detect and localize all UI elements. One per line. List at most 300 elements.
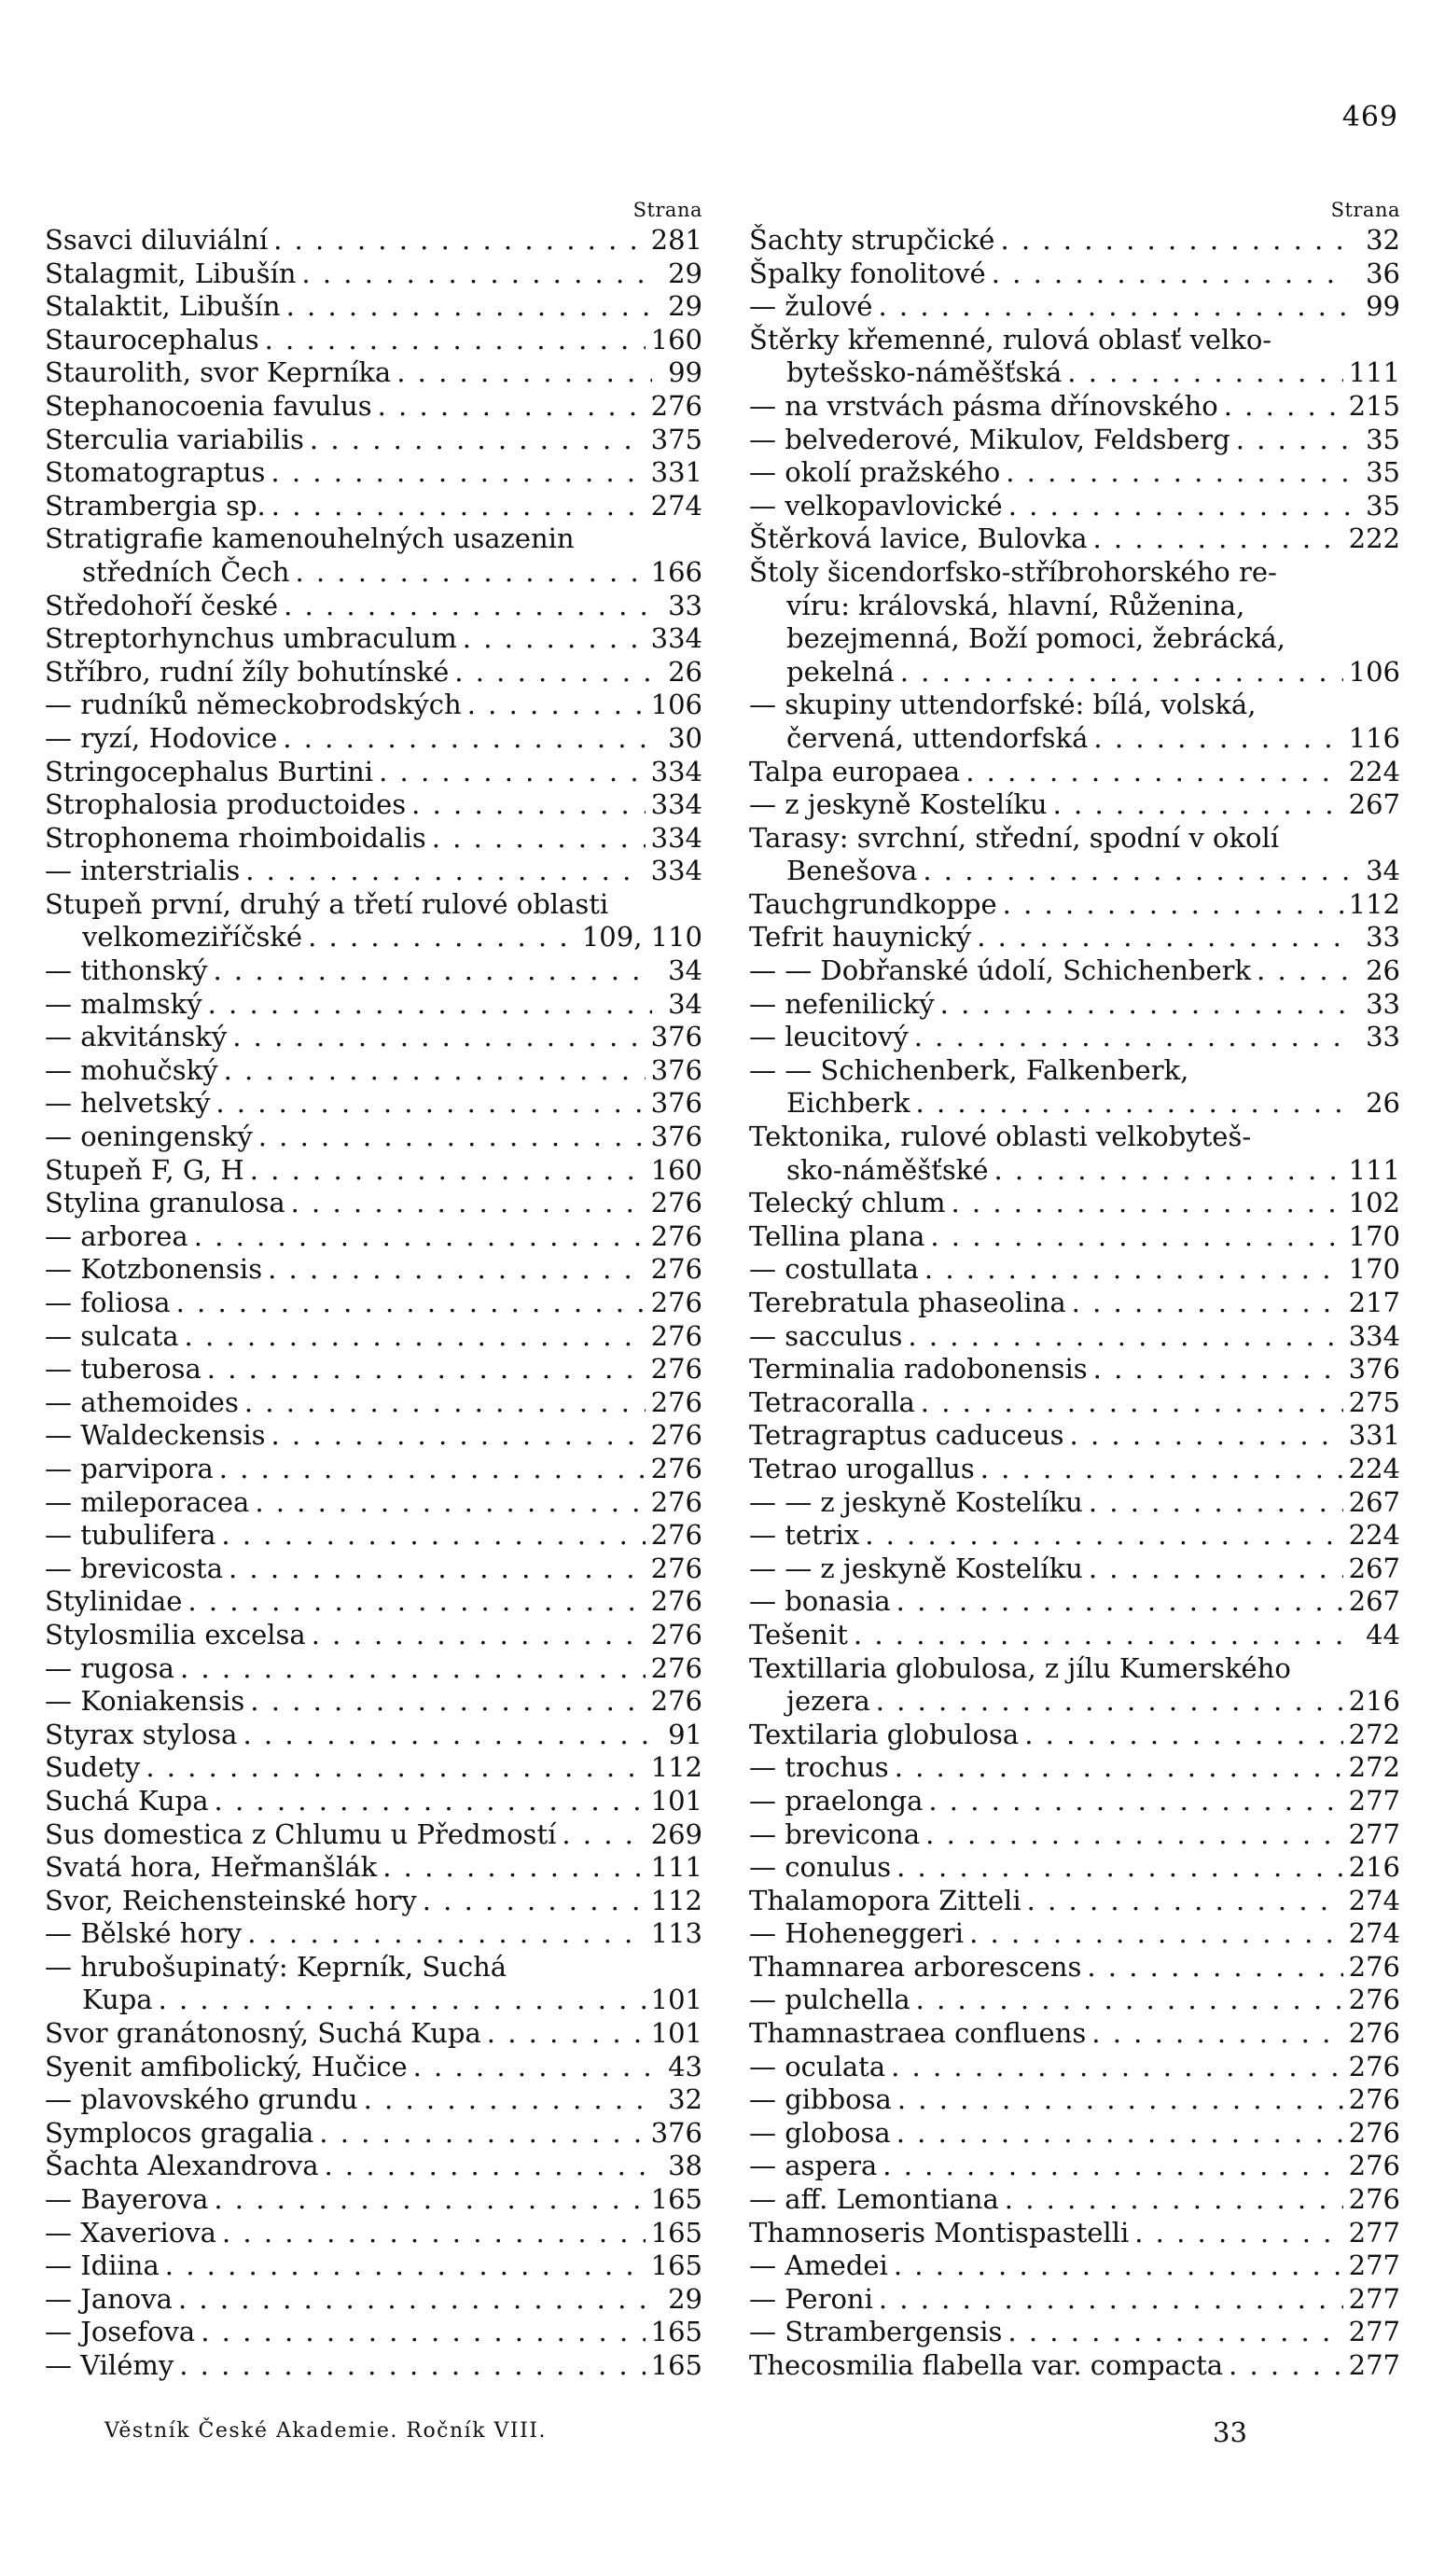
index-entry-text: sko-náměšťské bbox=[786, 1153, 989, 1186]
index-entry-page: 334 bbox=[650, 855, 702, 887]
index-entry-text: Strophalosia productoides bbox=[45, 788, 407, 821]
index-entry-text: Středohoří české bbox=[45, 589, 279, 621]
index-entry bbox=[45, 855, 702, 888]
index-entry-page: 334 bbox=[650, 821, 702, 854]
index-entry bbox=[749, 2017, 1400, 2051]
index-entry-text: Textilaria globulosa bbox=[749, 1718, 1020, 1750]
index-entry-page: 277 bbox=[1348, 1817, 1400, 1850]
column-header-strana: Strana bbox=[1330, 199, 1400, 221]
index-entry-text: Textillaria globulosa, z jílu Kumerského bbox=[749, 1651, 1291, 1684]
index-entry-page: 160 bbox=[650, 323, 702, 355]
index-entry-text: Šachta Alexandrova bbox=[45, 2150, 319, 2182]
index-entry-page: 276 bbox=[1348, 2017, 1400, 2050]
index-entry bbox=[45, 1951, 702, 2017]
dot-leader bbox=[284, 590, 652, 623]
dot-leader bbox=[467, 689, 646, 722]
index-entry bbox=[45, 2249, 702, 2283]
index-entry bbox=[749, 988, 1400, 1022]
dot-leader bbox=[244, 1386, 646, 1420]
dot-leader bbox=[159, 1984, 646, 2017]
index-entry-page: 276 bbox=[650, 1552, 702, 1584]
index-entry bbox=[45, 2217, 702, 2250]
dot-leader bbox=[219, 1453, 646, 1486]
index-entry-page: 111 bbox=[1348, 356, 1400, 389]
index-entry bbox=[45, 1917, 702, 1951]
index-entry-text: Tefrit hauynický bbox=[749, 921, 972, 954]
dot-leader bbox=[382, 1851, 645, 1885]
index-entry-line bbox=[749, 1984, 1400, 2017]
index-entry-text: — sulcata bbox=[45, 1319, 179, 1352]
index-entry-page: 276 bbox=[1348, 2183, 1400, 2216]
index-entry-line bbox=[749, 689, 1400, 722]
index-entry-text: jezera bbox=[786, 1685, 870, 1718]
index-entry bbox=[45, 622, 702, 656]
index-entry-text: — globosa bbox=[749, 2116, 891, 2149]
dot-leader bbox=[215, 1087, 645, 1121]
index-entry-text: Thalamopora Zitteli bbox=[749, 1884, 1021, 1916]
dot-leader bbox=[916, 1984, 1343, 2017]
index-entry bbox=[45, 390, 702, 424]
index-entry-line bbox=[749, 1021, 1400, 1054]
index-entry-line bbox=[749, 1519, 1400, 1553]
index-entry bbox=[749, 1021, 1400, 1054]
index-entry-text: — athemoides bbox=[45, 1385, 239, 1418]
index-entry-page: 33 bbox=[1366, 1021, 1400, 1053]
index-entry-page: 376 bbox=[650, 1087, 702, 1120]
index-entry-text: — okolí pražského bbox=[749, 456, 1001, 489]
index-entry-text: Sudety bbox=[45, 1751, 141, 1784]
index-entry bbox=[45, 888, 702, 954]
index-entry-page: 376 bbox=[650, 1053, 702, 1086]
index-entry-text: Styrax stylosa bbox=[45, 1718, 238, 1750]
index-entry-line bbox=[45, 756, 702, 789]
index-entry-text: — — z jeskyně Kostelíku bbox=[749, 1485, 1083, 1518]
index-entry-text: — Josefova bbox=[45, 2316, 196, 2348]
dot-leader bbox=[1093, 722, 1342, 756]
index-entry-text: — hrubošupinatý: Keprník, Suchá bbox=[45, 1950, 507, 1983]
dot-leader bbox=[1236, 424, 1350, 457]
index-entry-text: Streptorhynchus umbraculum bbox=[45, 622, 457, 655]
index-entry bbox=[45, 1453, 702, 1486]
index-entry-line bbox=[749, 1121, 1400, 1154]
dot-leader bbox=[229, 1553, 646, 1586]
dot-leader bbox=[562, 1818, 645, 1852]
index-entry-text: — tubulifera bbox=[45, 1519, 216, 1552]
index-entry-line bbox=[749, 1785, 1400, 1818]
dot-leader bbox=[896, 1851, 1343, 1885]
index-entry-text: — costullata bbox=[749, 1253, 919, 1286]
dot-leader bbox=[1008, 490, 1350, 523]
dot-leader bbox=[201, 2316, 645, 2349]
index-entry-line bbox=[45, 689, 702, 722]
index-entry-page: 33 bbox=[668, 589, 702, 621]
index-entry-page: 224 bbox=[1348, 1452, 1400, 1484]
index-entry-text: — Amedei bbox=[749, 2249, 888, 2282]
index-entry-page: 334 bbox=[1348, 1319, 1400, 1352]
index-entry-line bbox=[749, 1652, 1400, 1686]
index-entry bbox=[45, 1585, 702, 1619]
index-entry-line bbox=[45, 1719, 702, 1752]
dot-leader bbox=[1087, 1951, 1342, 1984]
index-entry-line bbox=[749, 456, 1400, 490]
index-entry bbox=[749, 921, 1400, 954]
dot-leader bbox=[925, 1818, 1343, 1852]
index-entry-page: 44 bbox=[1366, 1618, 1400, 1650]
index-entry-line bbox=[45, 224, 702, 258]
index-entry bbox=[749, 258, 1400, 291]
index-entry-line bbox=[749, 2051, 1400, 2084]
index-entry-text: Stalaktit, Libušín bbox=[45, 290, 281, 323]
index-entry-line bbox=[749, 424, 1400, 457]
index-entry-line bbox=[749, 1486, 1400, 1520]
index-entry-line bbox=[749, 822, 1400, 856]
index-entry-line bbox=[45, 1652, 702, 1686]
index-entry-text: — trochus bbox=[749, 1751, 889, 1784]
index-entry-line bbox=[45, 1287, 702, 1320]
index-entry-text: — Hoheneggeri bbox=[749, 1917, 965, 1950]
index-entry-page: 33 bbox=[1366, 921, 1400, 954]
index-entry-text: — tetrix bbox=[749, 1519, 860, 1552]
index-entry-page: 276 bbox=[1348, 2116, 1400, 2149]
index-entry-text: Tešenit bbox=[749, 1618, 848, 1650]
index-entry-text: Stupeň první, druhý a třetí rulové oblasti bbox=[45, 887, 609, 920]
index-entry-page: 99 bbox=[668, 356, 702, 389]
index-entry bbox=[749, 324, 1400, 390]
index-entry-line bbox=[749, 2183, 1400, 2217]
index-entry-line bbox=[749, 1585, 1400, 1619]
index-entry-text: — plavovského grundu bbox=[45, 2083, 358, 2116]
index-entry bbox=[45, 756, 702, 789]
index-entries-left bbox=[45, 224, 702, 2383]
index-entry bbox=[45, 2150, 702, 2183]
index-entry-line bbox=[45, 1220, 702, 1254]
dot-leader bbox=[222, 2217, 646, 2250]
dot-leader bbox=[1000, 224, 1350, 258]
dot-leader bbox=[213, 954, 652, 988]
dot-leader bbox=[908, 1320, 1342, 1354]
index-entry-line bbox=[45, 2316, 702, 2349]
index-entry-line bbox=[45, 1021, 702, 1054]
index-entry-line bbox=[749, 522, 1400, 556]
index-entry-line bbox=[749, 1685, 1400, 1719]
index-entry-text: Thamnastraea confluens bbox=[749, 2017, 1087, 2050]
index-entry-line bbox=[45, 954, 702, 988]
index-entry bbox=[45, 1652, 702, 1686]
index-entry-line bbox=[749, 1951, 1400, 1984]
dot-leader bbox=[896, 1585, 1343, 1619]
index-entry-text: — ryzí, Hodovice bbox=[45, 721, 278, 754]
dot-leader bbox=[188, 1585, 645, 1619]
index-entry-page: 276 bbox=[1348, 2150, 1400, 2182]
index-entry-page: 38 bbox=[668, 2150, 702, 2182]
dot-leader bbox=[250, 1685, 645, 1719]
index-entry-text: — — z jeskyně Kostelíku bbox=[749, 1552, 1083, 1584]
dot-leader bbox=[1229, 2349, 1343, 2383]
dot-leader bbox=[923, 855, 1350, 888]
index-entry bbox=[749, 1453, 1400, 1486]
index-entry-page: 112 bbox=[1348, 887, 1400, 920]
index-entry-text: Stylinidae bbox=[45, 1585, 183, 1618]
index-entry-text: — skupiny uttendorfské: bílá, volská, bbox=[749, 689, 1257, 721]
dot-leader bbox=[894, 2249, 1343, 2283]
index-entry-page: 112 bbox=[650, 1751, 702, 1784]
index-entry-page: 277 bbox=[1348, 2349, 1400, 2381]
index-entry bbox=[45, 722, 702, 756]
index-entry-line bbox=[749, 2017, 1400, 2051]
index-entry-text: — brevicosta bbox=[45, 1552, 223, 1584]
dot-leader bbox=[273, 224, 646, 258]
index-entry-text: — Xaveriova bbox=[45, 2216, 216, 2249]
index-entry-line bbox=[45, 522, 702, 556]
index-entry-page: 215 bbox=[1348, 389, 1400, 422]
index-entry-text: — gibbosa bbox=[749, 2083, 892, 2116]
index-entry-line bbox=[45, 1851, 702, 1885]
index-entry bbox=[45, 2283, 702, 2317]
index-entry bbox=[749, 1984, 1400, 2017]
index-entry-line bbox=[45, 2150, 702, 2183]
dot-leader bbox=[1005, 2183, 1343, 2217]
index-entry-line bbox=[749, 2083, 1400, 2117]
index-entry bbox=[749, 2316, 1400, 2349]
index-entry bbox=[45, 954, 702, 988]
index-entry-text: Staurolith, svor Keprníka bbox=[45, 356, 392, 389]
index-entry-page: 116 bbox=[1348, 721, 1400, 754]
index-entry bbox=[45, 1121, 702, 1154]
index-entry-line bbox=[749, 290, 1400, 324]
index-entry-page: 111 bbox=[1348, 1153, 1400, 1186]
index-entry bbox=[749, 1287, 1400, 1320]
column-header-strana: Strana bbox=[632, 199, 702, 221]
index-entry-line bbox=[45, 324, 702, 357]
index-entry-page: 99 bbox=[1366, 290, 1400, 323]
index-entry bbox=[45, 2349, 702, 2383]
index-entry bbox=[749, 1619, 1400, 1652]
index-entry-page: 102 bbox=[1348, 1187, 1400, 1219]
index-entry-line bbox=[45, 1054, 702, 1088]
index-entry bbox=[45, 1619, 702, 1652]
index-entry bbox=[45, 1751, 702, 1785]
dot-leader bbox=[1070, 1419, 1343, 1453]
index-entry bbox=[749, 2249, 1400, 2283]
dot-leader bbox=[882, 2150, 1342, 2183]
index-entry-page: 276 bbox=[650, 1253, 702, 1286]
index-entry-line bbox=[749, 224, 1400, 258]
dot-leader bbox=[1007, 2316, 1342, 2349]
dot-leader bbox=[992, 258, 1350, 291]
index-entry-text: — žulové bbox=[749, 290, 873, 323]
dot-leader bbox=[895, 1751, 1343, 1785]
index-entry-line bbox=[749, 1320, 1400, 1354]
index-entry bbox=[45, 1685, 702, 1719]
index-entry-line bbox=[45, 2051, 702, 2084]
index-entry-text: Thamnarea arborescens bbox=[749, 1950, 1082, 1983]
index-entry-page: 165 bbox=[650, 2349, 702, 2381]
index-entry-line bbox=[45, 2349, 702, 2383]
index-entry-page: 34 bbox=[668, 987, 702, 1020]
index-entry bbox=[45, 1220, 702, 1254]
index-entry bbox=[749, 822, 1400, 888]
index-entry bbox=[45, 1719, 702, 1752]
index-entry-page: 276 bbox=[1348, 2083, 1400, 2116]
index-entry bbox=[749, 1419, 1400, 1453]
index-entry-text: — Kotzbonensis bbox=[45, 1253, 263, 1286]
index-entry bbox=[749, 1785, 1400, 1818]
index-entry-page: 276 bbox=[650, 1187, 702, 1219]
index-entry bbox=[749, 1951, 1400, 1984]
index-entry bbox=[749, 1054, 1400, 1121]
index-entry bbox=[749, 490, 1400, 523]
dot-leader bbox=[178, 2283, 652, 2317]
index-entry bbox=[749, 2217, 1400, 2250]
index-entry-line bbox=[45, 1253, 702, 1287]
index-entry bbox=[45, 2017, 702, 2051]
index-entry-text: — nefenilický bbox=[749, 987, 935, 1020]
index-entry-text: — Strambergensis bbox=[749, 2316, 1003, 2348]
dot-leader bbox=[865, 1519, 1342, 1553]
index-entry-line bbox=[45, 1984, 702, 2017]
dot-leader bbox=[146, 1751, 645, 1785]
index-entry-page: 165 bbox=[650, 2249, 702, 2282]
index-entry-text: — aff. Lemontiana bbox=[749, 2183, 999, 2216]
dot-leader bbox=[283, 722, 652, 756]
index-entry-line bbox=[45, 1187, 702, 1220]
index-entry-page: 30 bbox=[668, 721, 702, 754]
dot-leader bbox=[310, 424, 646, 457]
index-entry-page: 43 bbox=[668, 2050, 702, 2082]
index-entry bbox=[45, 1287, 702, 1320]
dot-leader bbox=[291, 1187, 646, 1220]
index-entry-text: Stringocephalus Burtini bbox=[45, 755, 374, 787]
dot-leader bbox=[1257, 954, 1350, 988]
index-entry bbox=[749, 1851, 1400, 1885]
index-entry-line bbox=[749, 756, 1400, 789]
index-entry-text: — na vrstvách pásma dřínovského bbox=[749, 389, 1218, 422]
index-entry-line bbox=[749, 1453, 1400, 1486]
index-entry-page: 331 bbox=[650, 456, 702, 489]
index-entry bbox=[45, 324, 702, 357]
index-entry bbox=[45, 1253, 702, 1287]
index-entry-text: — velkopavlovické bbox=[749, 489, 1003, 522]
index-entry bbox=[749, 954, 1400, 988]
dot-leader bbox=[271, 456, 645, 490]
index-entry-page: 275 bbox=[1348, 1385, 1400, 1418]
index-entry-page: 267 bbox=[1348, 1552, 1400, 1584]
index-column-left bbox=[45, 196, 702, 2383]
dot-leader bbox=[271, 490, 646, 523]
index-entry-text: středních Čech bbox=[82, 555, 290, 588]
index-entry bbox=[45, 424, 702, 457]
index-entry-text: — parvipora bbox=[45, 1452, 214, 1484]
index-entry bbox=[45, 290, 702, 324]
index-entry-line bbox=[45, 2017, 702, 2051]
index-entry-text: Suchá Kupa bbox=[45, 1784, 209, 1817]
index-entry-page: 274 bbox=[650, 489, 702, 522]
dot-leader bbox=[207, 1353, 646, 1386]
index-entry-page: 112 bbox=[650, 1884, 702, 1916]
index-entry-line bbox=[45, 1951, 702, 1984]
index-entry-text: Terminalia radobonensis bbox=[749, 1353, 1088, 1385]
index-entry-text: Stupeň F, G, H bbox=[45, 1153, 244, 1186]
index-entry-text: Thecosmilia flabella var. compacta bbox=[749, 2349, 1224, 2381]
index-entry-text: Svatá hora, Heřmanšlák bbox=[45, 1851, 378, 1884]
index-entry-page: 101 bbox=[650, 1784, 702, 1817]
dot-leader bbox=[221, 1519, 645, 1553]
index-entry-text: Tarasy: svrchní, střední, spodní v okolí bbox=[749, 821, 1280, 854]
index-entry-text: Tellina plana bbox=[749, 1219, 925, 1252]
index-entry-text: Štěrková lavice, Bulovka bbox=[749, 522, 1088, 555]
index-entry-line bbox=[749, 2283, 1400, 2317]
index-entry-text: Svor, Reichensteinské hory bbox=[45, 1884, 417, 1916]
index-entry bbox=[45, 2083, 702, 2117]
index-entry-line bbox=[749, 1054, 1400, 1088]
index-entry bbox=[749, 2283, 1400, 2317]
index-entry-line bbox=[749, 556, 1400, 590]
index-entry-text: bezejmenná, Boží pomoci, žebrácká, bbox=[786, 622, 1285, 655]
index-entry-page: 166 bbox=[650, 555, 702, 588]
index-entry-text: bytešsko-náměšťská bbox=[786, 356, 1063, 389]
index-entry bbox=[749, 522, 1400, 556]
index-entry-line bbox=[45, 1553, 702, 1586]
index-entry-line bbox=[45, 2283, 702, 2317]
index-entry-text: — conulus bbox=[749, 1851, 892, 1884]
index-entry-line bbox=[749, 1287, 1400, 1320]
index-entry bbox=[749, 1519, 1400, 1553]
index-entry bbox=[749, 788, 1400, 822]
index-entry-line bbox=[45, 822, 702, 856]
dot-leader bbox=[1053, 788, 1343, 822]
index-entry-page: 91 bbox=[668, 1718, 702, 1750]
index-entry-page: 35 bbox=[1366, 456, 1400, 489]
dot-leader bbox=[1091, 2017, 1342, 2051]
index-entry-text: — praelonga bbox=[749, 1784, 924, 1817]
index-entry bbox=[45, 1486, 702, 1520]
index-entry-page: 106 bbox=[1348, 655, 1400, 688]
index-entry-page: 277 bbox=[1348, 2216, 1400, 2249]
index-entry-text: — interstrialis bbox=[45, 855, 241, 887]
index-entry-text: Staurocephalus bbox=[45, 323, 259, 355]
index-entry-line bbox=[749, 722, 1400, 756]
index-entry bbox=[749, 888, 1400, 922]
index-entry-text: Stratigrafie kamenouhelných usazenin bbox=[45, 522, 575, 555]
dot-leader bbox=[319, 2117, 645, 2151]
index-entry-page: 217 bbox=[1348, 1287, 1400, 1318]
index-entry bbox=[749, 1486, 1400, 1520]
index-entry-page: 170 bbox=[1348, 1253, 1400, 1286]
index-entry-line bbox=[749, 2217, 1400, 2250]
index-entry-line bbox=[45, 788, 702, 822]
index-entry-text: červená, uttendorfská bbox=[786, 721, 1089, 754]
index-entry-text: — rugosa bbox=[45, 1651, 174, 1684]
index-entry-line bbox=[749, 988, 1400, 1022]
index-entry bbox=[45, 456, 702, 490]
index-entry bbox=[749, 2183, 1400, 2217]
dot-leader bbox=[180, 1652, 646, 1686]
dot-leader bbox=[295, 556, 645, 590]
dot-leader bbox=[271, 1419, 646, 1453]
index-entry-line bbox=[45, 722, 702, 756]
index-entry-line bbox=[45, 1751, 702, 1785]
dot-leader bbox=[966, 756, 1342, 789]
index-entry-text: Stříbro, rudní žíly bohutínské bbox=[45, 655, 450, 688]
index-entry-text: pekelná bbox=[786, 655, 895, 688]
dot-leader bbox=[214, 2183, 645, 2217]
index-entry-page: 160 bbox=[650, 1153, 702, 1186]
index-entry-page: 216 bbox=[1348, 1851, 1400, 1884]
dot-leader bbox=[1027, 1885, 1343, 1918]
index-entry-text: Šachty strupčické bbox=[749, 224, 995, 256]
index-entry-line bbox=[749, 1353, 1400, 1386]
index-entry-line bbox=[45, 855, 702, 888]
